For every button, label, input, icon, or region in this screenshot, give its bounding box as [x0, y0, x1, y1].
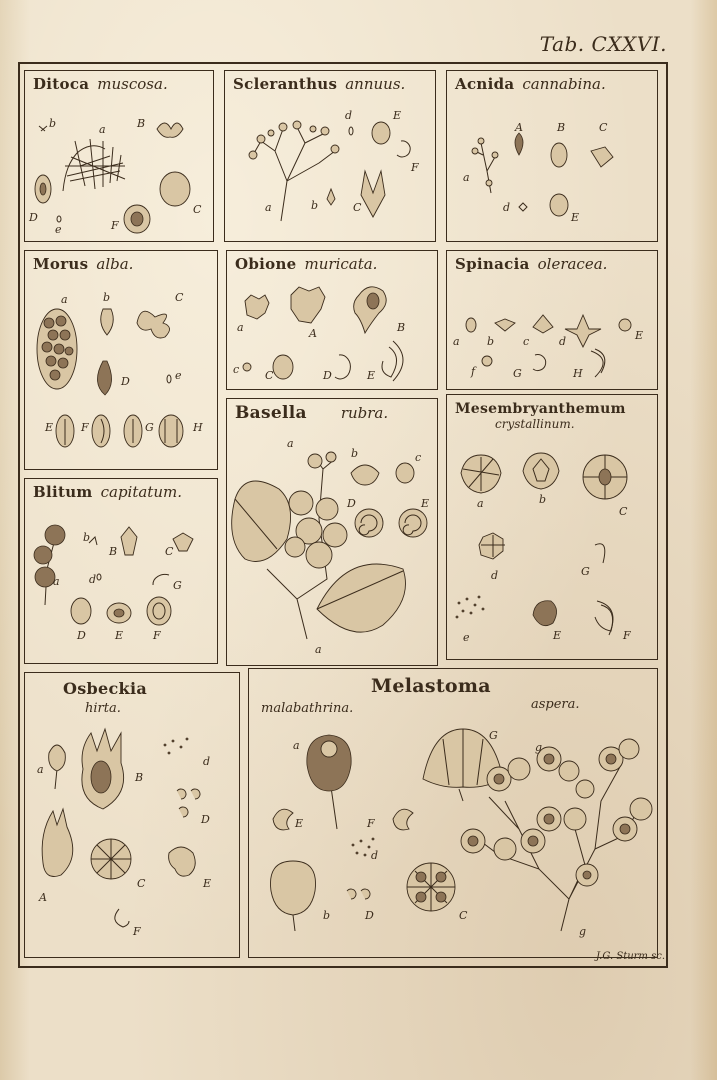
figure-letter: g: [579, 925, 587, 938]
figure-letter: D: [77, 629, 86, 642]
genus-name: Obione: [235, 255, 297, 273]
figure-letter: A: [39, 891, 47, 904]
figure-letter: G: [173, 579, 182, 592]
panel-spinacia: [446, 250, 658, 390]
species-name-right: aspera.: [531, 697, 580, 712]
species-name-left: malabathrina.: [261, 701, 354, 716]
figure-letter: G: [581, 565, 590, 578]
panel-morus: [24, 250, 218, 470]
figure-letter: G: [513, 367, 522, 380]
figure-letter: D: [121, 375, 130, 388]
figure-letter: C: [137, 877, 146, 890]
figure-letter: E: [571, 211, 580, 224]
figure-letter: D: [323, 369, 332, 382]
panel-blitum: [24, 478, 218, 664]
melastoma-illustration: [249, 669, 659, 959]
species-name: crystallinum.: [495, 417, 575, 431]
figure-letter: b: [539, 493, 547, 506]
figure-letter: a: [287, 437, 294, 450]
figure-letter: c: [523, 335, 530, 348]
figure-letter: a: [453, 335, 460, 348]
panel-obione: [226, 250, 438, 390]
figure-letter: F: [133, 925, 141, 938]
figure-letter: d: [345, 109, 353, 122]
scleranthus-illustration: [225, 71, 437, 243]
figure-letter: a: [293, 739, 300, 752]
figure-letter: d: [203, 755, 211, 768]
figure-letter: F: [81, 421, 89, 434]
figure-letter: D: [365, 909, 374, 922]
figure-letter: b: [311, 199, 319, 212]
species-name: rubra.: [340, 404, 389, 422]
figure-letter: e: [463, 631, 470, 644]
figure-letter: f: [471, 365, 476, 378]
figure-letter: d: [491, 569, 499, 582]
figure-letter: E: [393, 109, 402, 122]
figure-letter: D: [201, 813, 210, 826]
figure-letter: E: [295, 817, 304, 830]
figure-letter: a: [237, 321, 244, 334]
figure-letter: C: [193, 203, 202, 216]
genus-name: Spinacia: [455, 255, 530, 273]
plate-number: Tab. CXXVI.: [539, 32, 667, 56]
spinacia-illustration: [447, 251, 659, 391]
panel-mesembryanthemum: [446, 394, 658, 660]
figure-letter: F: [411, 161, 419, 174]
panel-scleranthus: [224, 70, 436, 242]
figure-letter: C: [265, 369, 274, 382]
figure-letter: D: [29, 211, 38, 224]
figure-letter: F: [623, 629, 631, 642]
panel-basella: [226, 398, 438, 666]
figure-letter: a: [463, 171, 470, 184]
figure-letter: c: [233, 363, 240, 376]
figure-letter: a: [37, 763, 44, 776]
figure-letter: b: [103, 291, 111, 304]
figure-letter: d: [89, 573, 97, 586]
ditoca-illustration: [25, 71, 215, 243]
figure-letter: b: [83, 531, 91, 544]
genus-name: Mesembryanthemum: [455, 401, 626, 417]
figure-letter: a: [53, 575, 60, 588]
figure-letter: d: [503, 201, 511, 214]
panel-ditoca: [24, 70, 214, 242]
figure-letter: F: [367, 817, 375, 830]
figure-letter: E: [635, 329, 644, 342]
genus-name: Basella: [235, 403, 307, 423]
species-name: oleracea.: [537, 255, 608, 273]
species-name: annuus.: [345, 75, 406, 93]
genus-name: Ditoca: [33, 75, 90, 93]
figure-letter: E: [421, 497, 430, 510]
figure-letter: D: [347, 497, 356, 510]
figure-letter: E: [367, 369, 376, 382]
figure-letter: B: [557, 121, 566, 134]
figure-letter: a: [265, 201, 272, 214]
species-name: capitatum.: [100, 483, 182, 501]
species-name: hirta.: [85, 701, 121, 716]
engraver-signature: J.G. Sturm sc.: [595, 951, 665, 962]
genus-name: Scleranthus: [233, 75, 338, 93]
figure-letter: d: [371, 849, 379, 862]
figure-letter: a: [61, 293, 68, 306]
figure-letter: B: [109, 545, 118, 558]
figure-letter: C: [175, 291, 184, 304]
genus-name: Morus: [33, 255, 89, 273]
genus-name: Osbeckia: [63, 679, 147, 698]
figure-letter: C: [459, 909, 468, 922]
figure-letter: a: [315, 643, 322, 656]
genus-name: Melastoma: [371, 675, 491, 697]
figure-letter: C: [165, 545, 174, 558]
figure-letter: C: [619, 505, 628, 518]
figure-letter: a: [477, 497, 484, 510]
figure-letter: H: [573, 367, 583, 380]
mesembryanthemum-illustration: [447, 395, 659, 661]
figure-letter: b: [487, 335, 495, 348]
figure-letter: H: [193, 421, 203, 434]
figure-letter: E: [115, 629, 124, 642]
figure-letter: E: [553, 629, 562, 642]
figure-letter: e: [55, 223, 62, 236]
figure-letter: a: [99, 123, 106, 136]
species-name: muricata.: [304, 255, 378, 273]
figure-letter: C: [353, 201, 362, 214]
acnida-illustration: [447, 71, 659, 243]
panel-acnida: [446, 70, 658, 242]
figure-letter: b: [351, 447, 359, 460]
figure-letter: e: [175, 369, 182, 382]
figure-letter: B: [135, 771, 144, 784]
figure-letter: b: [49, 117, 57, 130]
figure-letter: G: [489, 729, 498, 742]
genus-name: Blitum: [33, 483, 93, 501]
figure-letter: A: [515, 121, 523, 134]
figure-letter: d: [559, 335, 567, 348]
panel-osbeckia: [24, 672, 240, 958]
species-name: alba.: [96, 255, 134, 273]
species-name: muscosa.: [97, 75, 168, 93]
figure-letter: F: [111, 219, 119, 232]
figure-letter: G: [145, 421, 154, 434]
figure-letter: b: [323, 909, 331, 922]
figure-letter: E: [45, 421, 54, 434]
figure-letter: B: [397, 321, 406, 334]
figure-letter: F: [153, 629, 161, 642]
figure-letter: C: [599, 121, 608, 134]
obione-illustration: [227, 251, 439, 391]
plate-frame: [18, 62, 668, 968]
basella-illustration: [227, 399, 439, 667]
species-name: cannabina.: [522, 75, 606, 93]
figure-letter: B: [137, 117, 146, 130]
figure-letter: g: [535, 741, 543, 754]
figure-letter: E: [203, 877, 212, 890]
morus-illustration: [25, 251, 219, 471]
figure-letter: A: [309, 327, 317, 340]
panel-melastoma: [248, 668, 658, 958]
genus-name: Acnida: [455, 75, 515, 93]
figure-letter: c: [415, 451, 422, 464]
